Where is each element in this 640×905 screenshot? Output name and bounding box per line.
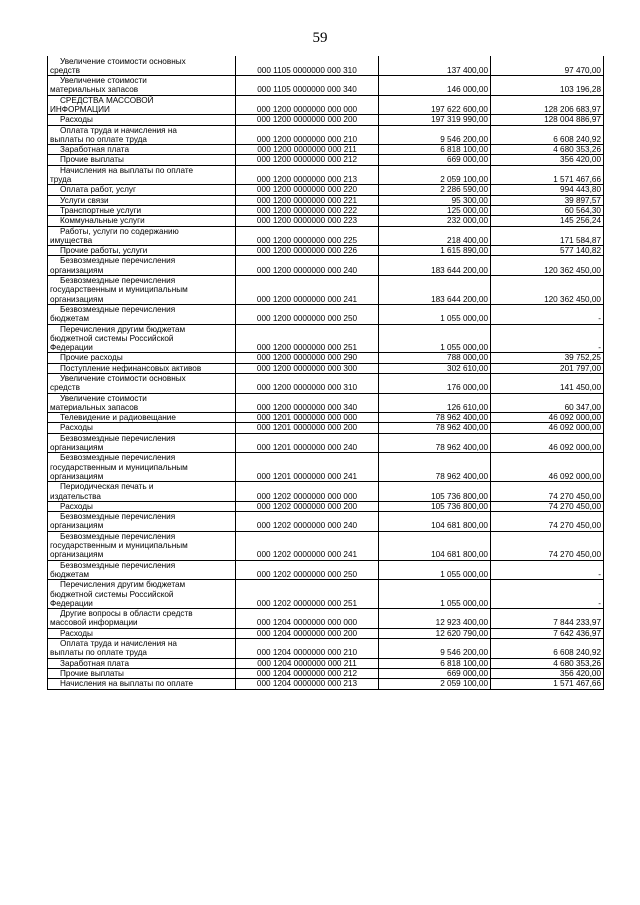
row-name: СРЕДСТВА МАССОВОЙ ИНФОРМАЦИИ xyxy=(48,95,236,115)
row-name: Безвозмездные перечисления организациям xyxy=(48,512,236,532)
row-actual-amount: 1 571 467,66 xyxy=(491,679,604,689)
row-plan-amount: 197 622 600,00 xyxy=(379,95,491,115)
table-row xyxy=(48,413,604,423)
row-code: 000 1200 0000000 000 210 xyxy=(236,125,379,145)
row-plan-amount: 105 736 800,00 xyxy=(379,501,491,511)
row-code: 000 1200 0000000 000 310 xyxy=(236,374,379,394)
row-code: 000 1202 0000000 000 241 xyxy=(236,531,379,560)
table-row xyxy=(48,628,604,638)
table-row xyxy=(48,276,604,305)
table-row xyxy=(48,453,604,482)
row-plan-amount: 9 546 200,00 xyxy=(379,125,491,145)
row-name: Расходы xyxy=(48,628,236,638)
row-name: Увеличение стоимости основных средств xyxy=(48,374,236,394)
row-code: 000 1204 0000000 000 211 xyxy=(236,658,379,668)
row-actual-amount: 46 092 000,00 xyxy=(491,453,604,482)
row-plan-amount: 218 400,00 xyxy=(379,226,491,246)
row-code: 000 1204 0000000 000 210 xyxy=(236,639,379,659)
row-actual-amount: 120 362 450,00 xyxy=(491,256,604,276)
row-code: 000 1200 0000000 000 251 xyxy=(236,324,379,353)
row-code: 000 1200 0000000 000 250 xyxy=(236,304,379,324)
row-plan-amount: 78 962 400,00 xyxy=(379,423,491,433)
row-actual-amount: 74 270 450,00 xyxy=(491,531,604,560)
row-plan-amount: 197 319 990,00 xyxy=(379,115,491,125)
row-actual-amount: 39 897,57 xyxy=(491,195,604,205)
row-plan-amount: 12 620 790,00 xyxy=(379,628,491,638)
row-actual-amount: 46 092 000,00 xyxy=(491,423,604,433)
row-actual-amount: 6 608 240,92 xyxy=(491,639,604,659)
row-code: 000 1204 0000000 000 000 xyxy=(236,609,379,629)
table-row xyxy=(48,185,604,195)
row-plan-amount: 1 055 000,00 xyxy=(379,304,491,324)
row-name: Безвозмездные перечисления бюджетам xyxy=(48,304,236,324)
row-plan-amount: 12 923 400,00 xyxy=(379,609,491,629)
row-code: 000 1202 0000000 000 200 xyxy=(236,501,379,511)
row-name: Безвозмездные перечисления бюджетам xyxy=(48,560,236,580)
row-code: 000 1202 0000000 000 251 xyxy=(236,580,379,609)
row-plan-amount: 669 000,00 xyxy=(379,155,491,165)
row-code: 000 1200 0000000 000 223 xyxy=(236,216,379,226)
row-actual-amount: 7 642 436,97 xyxy=(491,628,604,638)
row-actual-amount: 577 140,82 xyxy=(491,246,604,256)
row-actual-amount: 46 092 000,00 xyxy=(491,433,604,453)
table-row xyxy=(48,256,604,276)
row-plan-amount: 78 962 400,00 xyxy=(379,413,491,423)
row-name: Прочие выплаты xyxy=(48,155,236,165)
row-actual-amount: - xyxy=(491,580,604,609)
row-plan-amount: 125 000,00 xyxy=(379,205,491,215)
table-row xyxy=(48,639,604,659)
row-actual-amount: 128 206 683,97 xyxy=(491,95,604,115)
row-plan-amount: 176 000,00 xyxy=(379,374,491,394)
row-actual-amount: 46 092 000,00 xyxy=(491,413,604,423)
row-name: Перечисления другим бюджетам бюджетной системы Российской Федерации xyxy=(48,324,236,353)
table-row xyxy=(48,679,604,689)
row-name: Прочие расходы xyxy=(48,353,236,363)
row-code: 000 1200 0000000 000 211 xyxy=(236,145,379,155)
budget-table-body xyxy=(48,56,604,689)
table-row xyxy=(48,205,604,215)
row-plan-amount: 6 818 100,00 xyxy=(379,658,491,668)
table-row xyxy=(48,580,604,609)
table-row xyxy=(48,531,604,560)
table-row xyxy=(48,501,604,511)
row-actual-amount: 97 470,00 xyxy=(491,56,604,76)
row-code: 000 1202 0000000 000 240 xyxy=(236,512,379,532)
row-name: Поступление нефинансовых активов xyxy=(48,363,236,373)
row-name: Увеличение стоимости основных средств xyxy=(48,56,236,76)
row-plan-amount: 137 400,00 xyxy=(379,56,491,76)
row-actual-amount: 201 797,00 xyxy=(491,363,604,373)
row-code: 000 1200 0000000 000 212 xyxy=(236,155,379,165)
row-code: 000 1200 0000000 000 340 xyxy=(236,393,379,413)
row-actual-amount: 74 270 450,00 xyxy=(491,501,604,511)
row-code: 000 1200 0000000 000 225 xyxy=(236,226,379,246)
row-actual-amount: - xyxy=(491,324,604,353)
row-code: 000 1204 0000000 000 213 xyxy=(236,679,379,689)
row-name: Безвозмездные перечисления организациям xyxy=(48,433,236,453)
row-name: Оплата работ, услуг xyxy=(48,185,236,195)
row-name: Безвозмездные перечисления государственным и муниципальным организациям xyxy=(48,531,236,560)
row-name: Заработная плата xyxy=(48,658,236,668)
row-plan-amount: 6 818 100,00 xyxy=(379,145,491,155)
row-plan-amount: 183 644 200,00 xyxy=(379,256,491,276)
table-row xyxy=(48,145,604,155)
row-code: 000 1204 0000000 000 200 xyxy=(236,628,379,638)
row-plan-amount: 2 059 100,00 xyxy=(379,165,491,185)
table-row xyxy=(48,658,604,668)
table-row xyxy=(48,668,604,678)
row-code: 000 1200 0000000 000 241 xyxy=(236,276,379,305)
table-row xyxy=(48,125,604,145)
row-plan-amount: 1 055 000,00 xyxy=(379,580,491,609)
row-name: Расходы xyxy=(48,501,236,511)
row-plan-amount: 1 055 000,00 xyxy=(379,560,491,580)
row-name: Увеличение стоимости материальных запасов xyxy=(48,393,236,413)
row-name: Начисления на выплаты по оплате xyxy=(48,679,236,689)
row-plan-amount: 183 644 200,00 xyxy=(379,276,491,305)
row-name: Коммунальные услуги xyxy=(48,216,236,226)
row-plan-amount: 9 546 200,00 xyxy=(379,639,491,659)
row-actual-amount: - xyxy=(491,304,604,324)
row-name: Прочие выплаты xyxy=(48,668,236,678)
row-code: 000 1201 0000000 000 200 xyxy=(236,423,379,433)
table-row xyxy=(48,482,604,502)
row-actual-amount: 145 256,24 xyxy=(491,216,604,226)
table-row xyxy=(48,512,604,532)
row-code: 000 1200 0000000 000 300 xyxy=(236,363,379,373)
row-code: 000 1202 0000000 000 000 xyxy=(236,482,379,502)
row-plan-amount: 669 000,00 xyxy=(379,668,491,678)
row-name: Другие вопросы в области средств массовой информации xyxy=(48,609,236,629)
row-code: 000 1204 0000000 000 212 xyxy=(236,668,379,678)
table-row xyxy=(48,76,604,96)
row-plan-amount: 146 000,00 xyxy=(379,76,491,96)
row-code: 000 1201 0000000 000 240 xyxy=(236,433,379,453)
table-row xyxy=(48,353,604,363)
row-actual-amount: 74 270 450,00 xyxy=(491,482,604,502)
row-plan-amount: 126 610,00 xyxy=(379,393,491,413)
row-name: Перечисления другим бюджетам бюджетной системы Российской Федерации xyxy=(48,580,236,609)
row-code: 000 1201 0000000 000 000 xyxy=(236,413,379,423)
row-plan-amount: 2 286 590,00 xyxy=(379,185,491,195)
table-row xyxy=(48,324,604,353)
table-row xyxy=(48,216,604,226)
row-plan-amount: 78 962 400,00 xyxy=(379,453,491,482)
row-code: 000 1202 0000000 000 250 xyxy=(236,560,379,580)
row-actual-amount: 171 584,87 xyxy=(491,226,604,246)
table-row xyxy=(48,560,604,580)
table-row xyxy=(48,374,604,394)
table-row xyxy=(48,304,604,324)
row-name: Оплата труда и начисления на выплаты по оплате труда xyxy=(48,639,236,659)
row-actual-amount: 141 450,00 xyxy=(491,374,604,394)
row-plan-amount: 1 055 000,00 xyxy=(379,324,491,353)
row-code: 000 1105 0000000 000 310 xyxy=(236,56,379,76)
row-actual-amount: 6 608 240,92 xyxy=(491,125,604,145)
table-row xyxy=(48,226,604,246)
row-plan-amount: 302 610,00 xyxy=(379,363,491,373)
row-actual-amount: 120 362 450,00 xyxy=(491,276,604,305)
table-row xyxy=(48,609,604,629)
row-name: Безвозмездные перечисления государственным и муниципальным организациям xyxy=(48,276,236,305)
page-number: 59 xyxy=(312,30,328,46)
row-plan-amount: 1 615 890,00 xyxy=(379,246,491,256)
row-actual-amount: 356 420,00 xyxy=(491,155,604,165)
table-row xyxy=(48,195,604,205)
row-actual-amount: 60 347,00 xyxy=(491,393,604,413)
row-code: 000 1200 0000000 000 213 xyxy=(236,165,379,185)
table-row xyxy=(48,423,604,433)
row-plan-amount: 788 000,00 xyxy=(379,353,491,363)
row-actual-amount: 60 564,30 xyxy=(491,205,604,215)
row-actual-amount: 103 196,28 xyxy=(491,76,604,96)
row-actual-amount: 128 004 886,97 xyxy=(491,115,604,125)
row-code: 000 1200 0000000 000 000 xyxy=(236,95,379,115)
row-plan-amount: 95 300,00 xyxy=(379,195,491,205)
row-code: 000 1105 0000000 000 340 xyxy=(236,76,379,96)
row-name: Заработная плата xyxy=(48,145,236,155)
row-name: Работы, услуги по содержанию имущества xyxy=(48,226,236,246)
row-code: 000 1200 0000000 000 240 xyxy=(236,256,379,276)
row-name: Периодическая печать и издательства xyxy=(48,482,236,502)
table-row xyxy=(48,95,604,115)
table-row xyxy=(48,115,604,125)
row-actual-amount: 74 270 450,00 xyxy=(491,512,604,532)
row-plan-amount: 104 681 800,00 xyxy=(379,531,491,560)
row-code: 000 1200 0000000 000 200 xyxy=(236,115,379,125)
row-actual-amount: 7 844 233,97 xyxy=(491,609,604,629)
row-name: Услуги связи xyxy=(48,195,236,205)
row-plan-amount: 105 736 800,00 xyxy=(379,482,491,502)
row-code: 000 1200 0000000 000 226 xyxy=(236,246,379,256)
row-actual-amount: 39 752,25 xyxy=(491,353,604,363)
row-code: 000 1200 0000000 000 220 xyxy=(236,185,379,195)
row-actual-amount: 4 680 353,26 xyxy=(491,658,604,668)
row-name: Телевидение и радиовещание xyxy=(48,413,236,423)
row-name: Расходы xyxy=(48,423,236,433)
table-row xyxy=(48,155,604,165)
row-name: Безвозмездные перечисления организациям xyxy=(48,256,236,276)
table-row xyxy=(48,165,604,185)
table-row xyxy=(48,433,604,453)
row-name: Прочие работы, услуги xyxy=(48,246,236,256)
row-actual-amount: 4 680 353,26 xyxy=(491,145,604,155)
row-name: Увеличение стоимости материальных запасов xyxy=(48,76,236,96)
row-name: Безвозмездные перечисления государственным и муниципальным организациям xyxy=(48,453,236,482)
row-code: 000 1201 0000000 000 241 xyxy=(236,453,379,482)
row-code: 000 1200 0000000 000 290 xyxy=(236,353,379,363)
row-plan-amount: 232 000,00 xyxy=(379,216,491,226)
table-row xyxy=(48,363,604,373)
table-row xyxy=(48,246,604,256)
row-actual-amount: 1 571 467,66 xyxy=(491,165,604,185)
row-actual-amount: 356 420,00 xyxy=(491,668,604,678)
row-plan-amount: 104 681 800,00 xyxy=(379,512,491,532)
table-row xyxy=(48,56,604,76)
row-name: Начисления на выплаты по оплате труда xyxy=(48,165,236,185)
row-name: Транспортные услуги xyxy=(48,205,236,215)
row-name: Расходы xyxy=(48,115,236,125)
row-code: 000 1200 0000000 000 222 xyxy=(236,205,379,215)
row-actual-amount: 994 443,80 xyxy=(491,185,604,195)
row-plan-amount: 78 962 400,00 xyxy=(379,433,491,453)
row-code: 000 1200 0000000 000 221 xyxy=(236,195,379,205)
budget-table xyxy=(47,56,604,690)
row-plan-amount: 2 059 100,00 xyxy=(379,679,491,689)
row-name: Оплата труда и начисления на выплаты по оплате труда xyxy=(48,125,236,145)
row-actual-amount: - xyxy=(491,560,604,580)
table-row xyxy=(48,393,604,413)
